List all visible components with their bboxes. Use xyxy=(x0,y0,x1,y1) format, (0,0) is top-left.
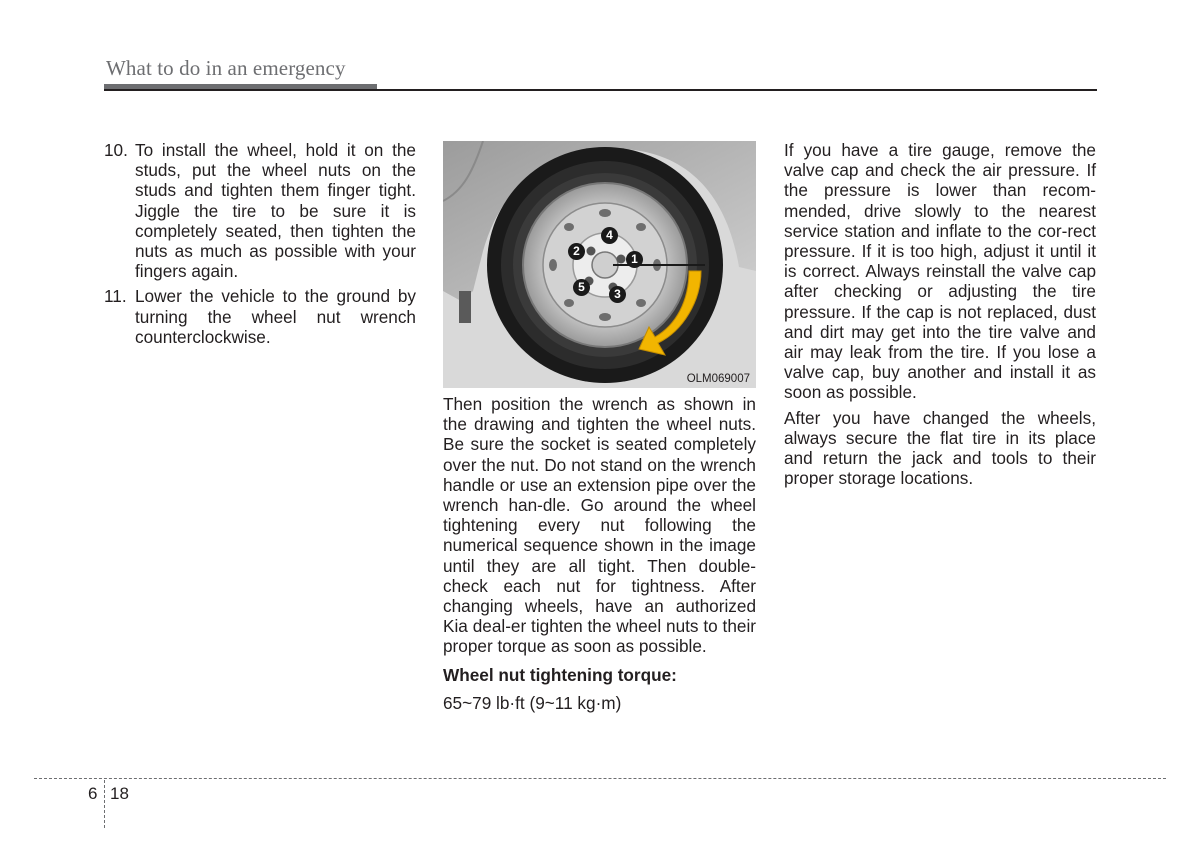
section-title: What to do in an emergency xyxy=(106,56,346,80)
torque-heading: Wheel nut tightening torque: xyxy=(443,664,677,685)
step-10 xyxy=(104,140,416,281)
step-text: Lower the vehicle to the ground by turning the wheel nut wrench counterclockwise. xyxy=(135,286,416,347)
nut-label-2: 2 xyxy=(568,243,585,260)
figure-caption: OLM069007 xyxy=(686,373,750,385)
page-number: 18 xyxy=(110,784,129,803)
wheel-drawing xyxy=(443,141,756,388)
nut-label-1: 1 xyxy=(626,251,643,268)
step-text: To install the wheel, hold it on the studs, put the wheel nuts on the studs and tighten them finger tight. Jiggle the tire to be sure it is completely seated, then tighten the nuts as much as possible with your fingers again. xyxy=(135,140,416,282)
header-rule xyxy=(104,89,1097,91)
step-number: 10. xyxy=(104,140,128,160)
column-1 xyxy=(104,140,416,352)
step-number: 11. xyxy=(104,286,127,307)
column-2 xyxy=(443,394,756,718)
nut-label-3: 3 xyxy=(609,286,626,303)
column-3 xyxy=(784,140,1096,493)
chapter-number: 6 xyxy=(88,784,98,803)
footer-rule xyxy=(34,778,1166,779)
tire-pressure-paragraph: If you have a tire gauge, remove the valve cap and check the air pressure. If the pressure is lower than recom-mended, drive slowly to the nearest service station and inflate to the cor-rect pressure. If it is too high, adjust it until it is correct. Always reinstall the valve cap after checking or adjusting the tire pressure. If the cap is not replaced, dust and dirt may get into the tire valve and air may leak from the tire. If you lose a valve cap, buy another and install it as soon as possible. xyxy=(784,140,1096,403)
torque-value: 65~79 lb·ft (9~11 kg·m) xyxy=(443,692,622,713)
wrench-instructions: Then position the wrench as shown in the drawing and tighten the wheel nuts. Be sure the socket is seated completely over the nut. Do not stand on the wrench handle or use an extension pipe over the wrench han-dle. Go around the wheel tightening every nut following the numerical sequence shown in the image until they are all tight. Then double-check each nut for tightness. After changing wheels, have an authorized Kia deal-er tighten the wheel nuts to their proper torque as soon as possible. xyxy=(443,394,756,657)
nut-label-5: 5 xyxy=(573,279,590,296)
step-11 xyxy=(104,286,416,347)
footer-divider xyxy=(104,780,105,828)
wheel-illustration xyxy=(443,141,756,388)
storage-paragraph: After you have changed the wheels, always secure the flat tire in its place and return the jack and tools to their proper storage locations. xyxy=(784,407,1096,489)
nut-label-4: 4 xyxy=(601,227,618,244)
